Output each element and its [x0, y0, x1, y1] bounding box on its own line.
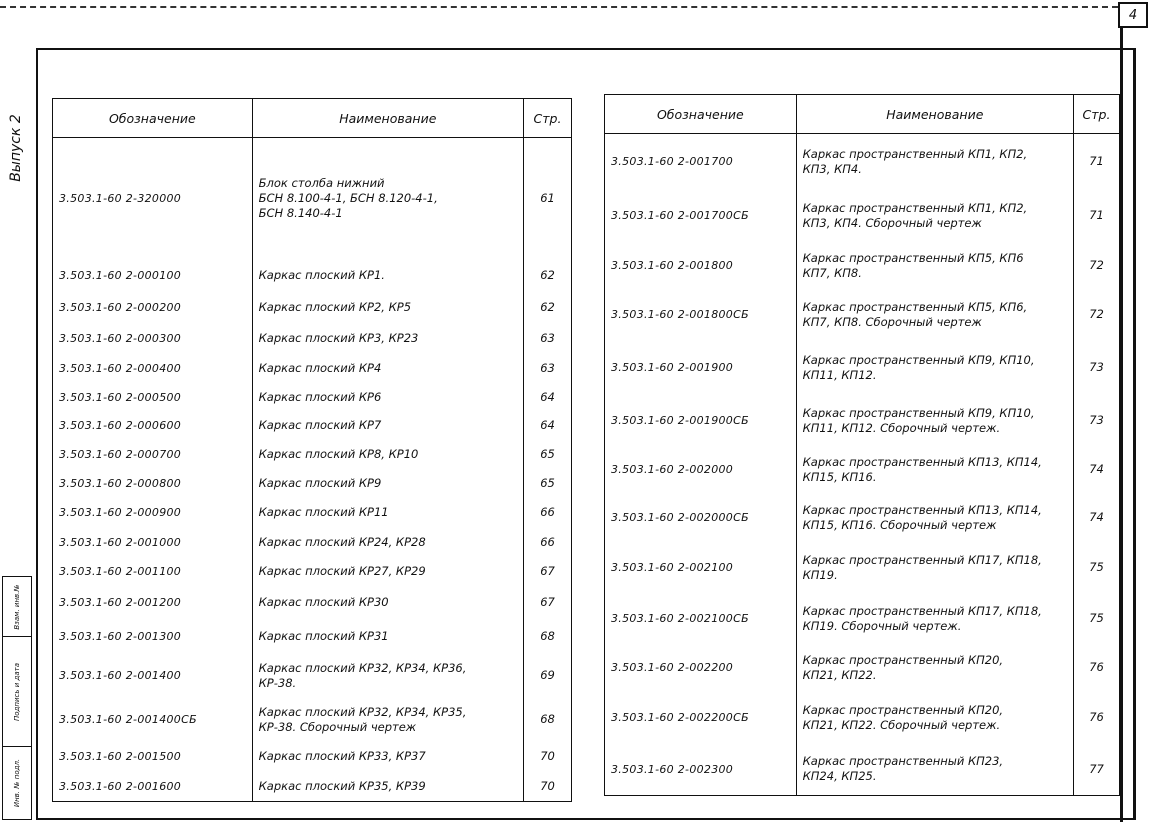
cell-code: 3.503.1-60 2-000900	[53, 498, 253, 528]
header-name: Наименование	[796, 95, 1073, 134]
cell-code: 3.503.1-60 2-001400	[53, 654, 253, 698]
cell-name: Каркас пространственный КП1, КП2, КП3, КП4. Сборочный чертеж	[796, 190, 1073, 242]
cell-page: 72	[1074, 290, 1120, 340]
right-margin-line	[1120, 26, 1123, 822]
table-row	[53, 528, 572, 558]
cell-name: Каркас плоский КР35, КР39	[252, 772, 523, 802]
cell-page: 65	[524, 470, 572, 498]
cell-name: Каркас плоский КР3, КР23	[252, 324, 523, 354]
table-row	[605, 692, 1120, 744]
cell-page: 62	[524, 292, 572, 324]
cell-page: 68	[524, 698, 572, 742]
header-code: Обозначение	[53, 99, 253, 138]
index-table-right	[604, 94, 1120, 796]
table-row	[53, 654, 572, 698]
cell-page: 66	[524, 498, 572, 528]
cell-name: Каркас пространственный КП9, КП10, КП11, КП12. Сборочный чертеж.	[796, 396, 1073, 446]
cell-code: 3.503.1-60 2-001200	[53, 586, 253, 620]
cell-page: 65	[524, 440, 572, 470]
cell-code: 3.503.1-60 2-001400СБ	[53, 698, 253, 742]
cell-code: 3.503.1-60 2-000400	[53, 354, 253, 384]
table-row	[53, 354, 572, 384]
cell-page: 76	[1074, 692, 1120, 744]
cell-code: 3.503.1-60 2-002200СБ	[605, 692, 797, 744]
cell-name: Каркас пространственный КП13, КП14, КП15, КП16. Сборочный чертеж	[796, 494, 1073, 542]
cell-page: 70	[524, 742, 572, 772]
cell-code: 3.503.1-60 2-001100	[53, 558, 253, 586]
cell-page: 76	[1074, 644, 1120, 692]
cell-code: 3.503.1-60 2-001300	[53, 620, 253, 654]
sheet-label	[4, 110, 32, 190]
cell-code: 3.503.1-60 2-001700	[605, 134, 797, 190]
cell-code: 3.503.1-60 2-001900СБ	[605, 396, 797, 446]
table-row	[53, 324, 572, 354]
cell-name: Каркас пространственный КП9, КП10, КП11, КП12.	[796, 340, 1073, 396]
cell-page: 71	[1074, 190, 1120, 242]
cell-name: Каркас пространственный КП5, КП6, КП7, КП8. Сборочный чертеж	[796, 290, 1073, 340]
cell-name: Каркас плоский КР32, КР34, КР35, КР-38. Сборочный чертеж	[252, 698, 523, 742]
cell-page: 67	[524, 586, 572, 620]
cell-page: 62	[524, 260, 572, 292]
cell-code: 3.503.1-60 2-000700	[53, 440, 253, 470]
stamp-cell-inventory	[3, 747, 31, 818]
table-row	[605, 644, 1120, 692]
cell-code: 3.503.1-60 2-001700СБ	[605, 190, 797, 242]
cell-name: Блок столба нижний БСН 8.100-4-1, БСН 8.120-4-1, БСН 8.140-4-1	[252, 138, 523, 260]
cell-code: 3.503.1-60 2-002000	[605, 446, 797, 494]
cell-page: 64	[524, 384, 572, 412]
table-row	[53, 384, 572, 412]
cell-name: Каркас пространственный КП23, КП24, КП25.	[796, 744, 1073, 796]
table-row	[605, 242, 1120, 290]
cell-code: 3.503.1-60 2-002200	[605, 644, 797, 692]
header-page: Стр.	[524, 99, 572, 138]
cell-page: 63	[524, 354, 572, 384]
cell-code: 3.503.1-60 2-000200	[53, 292, 253, 324]
cell-page: 74	[1074, 494, 1120, 542]
table-row	[605, 396, 1120, 446]
page-number: 4	[1118, 2, 1148, 28]
cell-code: 3.503.1-60 2-002300	[605, 744, 797, 796]
cell-code: 3.503.1-60 2-002100	[605, 542, 797, 594]
table-row	[53, 470, 572, 498]
cell-code: 3.503.1-60 2-000800	[53, 470, 253, 498]
table-row	[605, 446, 1120, 494]
cell-name: Каркас пространственный КП20, КП21, КП22. Сборочный чертеж.	[796, 692, 1073, 744]
table-row	[53, 412, 572, 440]
cell-page: 75	[1074, 594, 1120, 644]
table-row	[605, 594, 1120, 644]
cell-name: Каркас плоский КР24, КР28	[252, 528, 523, 558]
table-row	[53, 620, 572, 654]
cell-name: Каркас плоский КР9	[252, 470, 523, 498]
cell-name: Каркас плоский КР30	[252, 586, 523, 620]
table-row	[53, 698, 572, 742]
table-row	[53, 742, 572, 772]
table-row	[53, 260, 572, 292]
cell-code: 3.503.1-60 2-001600	[53, 772, 253, 802]
cell-name: Каркас плоский КР4	[252, 354, 523, 384]
cell-name: Каркас плоский КР32, КР34, КР36, КР-38.	[252, 654, 523, 698]
cell-code: 3.503.1-60 2-001800	[605, 242, 797, 290]
header-name: Наименование	[252, 99, 523, 138]
cell-name: Каркас плоский КР31	[252, 620, 523, 654]
cell-code: 3.503.1-60 2-000600	[53, 412, 253, 440]
cell-page: 69	[524, 654, 572, 698]
table-row	[605, 134, 1120, 190]
cell-name: Каркас плоский КР8, КР10	[252, 440, 523, 470]
table-row	[53, 440, 572, 470]
table-row	[53, 558, 572, 586]
table-row	[605, 744, 1120, 796]
cell-name: Каркас плоский КР11	[252, 498, 523, 528]
cell-page: 75	[1074, 542, 1120, 594]
cell-name: Каркас пространственный КП5, КП6 КП7, КП8.	[796, 242, 1073, 290]
cell-page: 66	[524, 528, 572, 558]
cell-name: Каркас плоский КР27, КР29	[252, 558, 523, 586]
cell-page: 77	[1074, 744, 1120, 796]
cell-code: 3.503.1-60 2-002100СБ	[605, 594, 797, 644]
table-row	[605, 340, 1120, 396]
table-row	[605, 542, 1120, 594]
cell-name: Каркас плоский КР1.	[252, 260, 523, 292]
table-row	[605, 290, 1120, 340]
index-table-left	[52, 98, 572, 802]
cell-name: Каркас плоский КР2, КР5	[252, 292, 523, 324]
cell-name: Каркас пространственный КП17, КП18, КП19. Сборочный чертеж.	[796, 594, 1073, 644]
top-dashed-border	[0, 6, 1118, 8]
cell-name: Каркас пространственный КП17, КП18, КП19.	[796, 542, 1073, 594]
cell-name: Каркас плоский КР6	[252, 384, 523, 412]
cell-page: 68	[524, 620, 572, 654]
cell-page: 61	[524, 138, 572, 260]
stamp-label: Инв. № подл.	[13, 758, 21, 807]
cell-page: 63	[524, 324, 572, 354]
cell-page: 72	[1074, 242, 1120, 290]
table-row	[605, 494, 1120, 542]
table-row	[53, 586, 572, 620]
cell-name: Каркас пространственный КП1, КП2, КП3, КП4.	[796, 134, 1073, 190]
cell-page: 70	[524, 772, 572, 802]
cell-name: Каркас пространственный КП20, КП21, КП22.	[796, 644, 1073, 692]
stamp-cell-signature	[3, 637, 31, 747]
cell-code: 3.503.1-60 2-002000СБ	[605, 494, 797, 542]
cell-name: Каркас пространственный КП13, КП14, КП15, КП16.	[796, 446, 1073, 494]
cell-page: 64	[524, 412, 572, 440]
cell-code: 3.503.1-60 2-000300	[53, 324, 253, 354]
cell-page: 73	[1074, 396, 1120, 446]
table-row	[53, 772, 572, 802]
sheet-label-text: Выпуск 2	[7, 114, 24, 182]
header-code: Обозначение	[605, 95, 797, 134]
cell-code: 3.503.1-60 2-001500	[53, 742, 253, 772]
cell-code: 3.503.1-60 2-001000	[53, 528, 253, 558]
cell-code: 3.503.1-60 2-320000	[53, 138, 253, 260]
stamp-label: Взам. инв.№	[13, 583, 21, 630]
cell-page: 67	[524, 558, 572, 586]
cell-page: 71	[1074, 134, 1120, 190]
cell-page: 74	[1074, 446, 1120, 494]
cell-code: 3.503.1-60 2-001900	[605, 340, 797, 396]
stamp-cell-replacement	[3, 577, 31, 637]
table-row	[53, 498, 572, 528]
table-row	[605, 190, 1120, 242]
stamp-label: Подпись и дата	[13, 662, 21, 721]
cell-name: Каркас плоский КР7	[252, 412, 523, 440]
cell-page: 73	[1074, 340, 1120, 396]
table-row	[53, 292, 572, 324]
table-row	[53, 138, 572, 260]
cell-code: 3.503.1-60 2-000500	[53, 384, 253, 412]
side-stamp	[2, 576, 32, 820]
header-page: Стр.	[1074, 95, 1120, 134]
cell-code: 3.503.1-60 2-001800СБ	[605, 290, 797, 340]
cell-name: Каркас плоский КР33, КР37	[252, 742, 523, 772]
cell-code: 3.503.1-60 2-000100	[53, 260, 253, 292]
